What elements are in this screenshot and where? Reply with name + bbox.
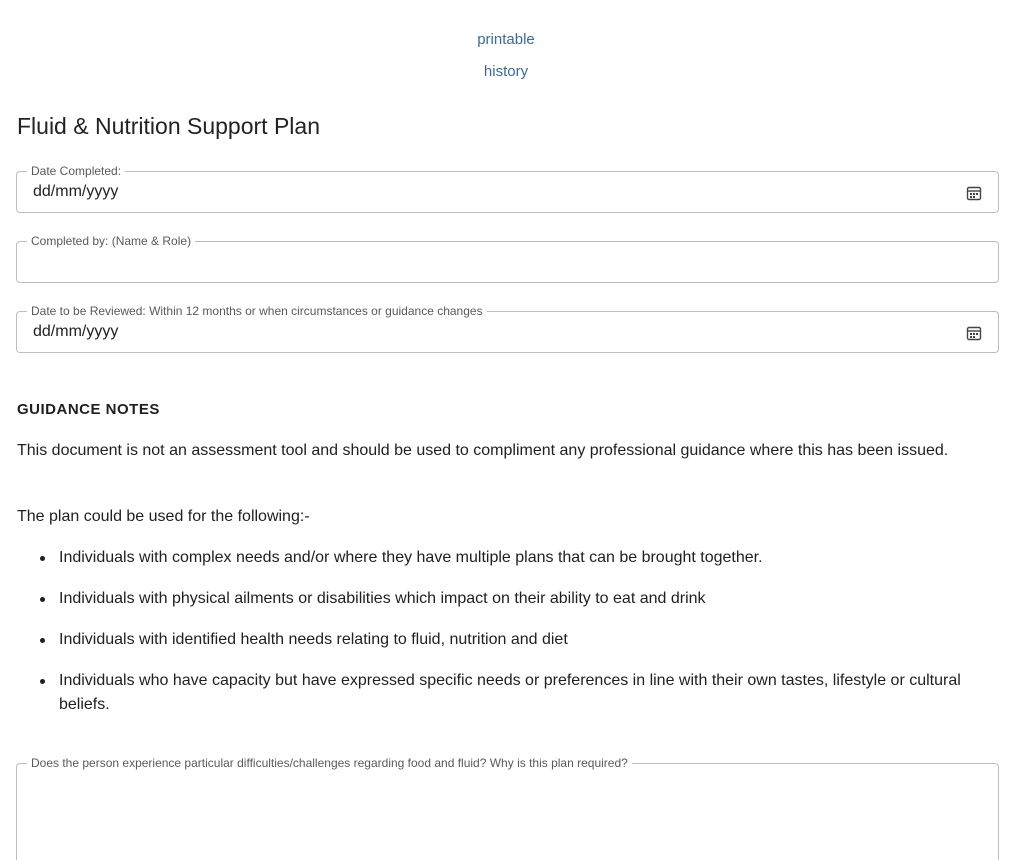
date-to-review-label: Date to be Reviewed: Within 12 months or when circumstances or guidance changes [27, 304, 487, 318]
difficulties-textarea[interactable] [29, 776, 988, 860]
printable-link[interactable]: printable [477, 31, 535, 48]
calendar-icon[interactable] [966, 185, 982, 201]
completed-by-label: Completed by: (Name & Role) [27, 234, 195, 248]
guidance-intro: This document is not an assessment tool and should be used to compliment any professional guidance where this has been issued. [17, 442, 949, 459]
date-to-review-field[interactable] [16, 304, 999, 353]
history-link[interactable]: history [483, 63, 529, 80]
difficulties-label: Does the person experience particular difficulties/challenges regarding food and fluid? Why is this plan required? [27, 756, 632, 770]
date-completed-value[interactable]: dd/mm/yyyy [33, 183, 119, 200]
calendar-icon[interactable] [966, 325, 982, 341]
difficulties-field[interactable] [16, 756, 999, 860]
list-item: Individuals with physical ailments or disabilities which impact on their ability to eat and drink [17, 587, 977, 611]
list-item: Individuals who have capacity but have expressed specific needs or preferences in line with their own tastes, lifestyle or cultural beliefs. [17, 669, 977, 717]
guidance-lead: The plan could be used for the following:- [17, 508, 310, 525]
date-completed-label: Date Completed: [27, 164, 125, 178]
guidance-heading: GUIDANCE NOTES [17, 401, 160, 418]
page-title: Fluid & Nutrition Support Plan [17, 113, 320, 139]
date-completed-field[interactable] [16, 164, 999, 213]
completed-by-input[interactable] [29, 250, 988, 278]
guidance-bullet-list [17, 546, 977, 734]
date-to-review-value[interactable]: dd/mm/yyyy [33, 323, 119, 340]
list-item: Individuals with complex needs and/or where they have multiple plans that can be brought together. [17, 546, 977, 570]
completed-by-field[interactable] [16, 234, 999, 283]
list-item: Individuals with identified health needs relating to fluid, nutrition and diet [17, 628, 977, 652]
